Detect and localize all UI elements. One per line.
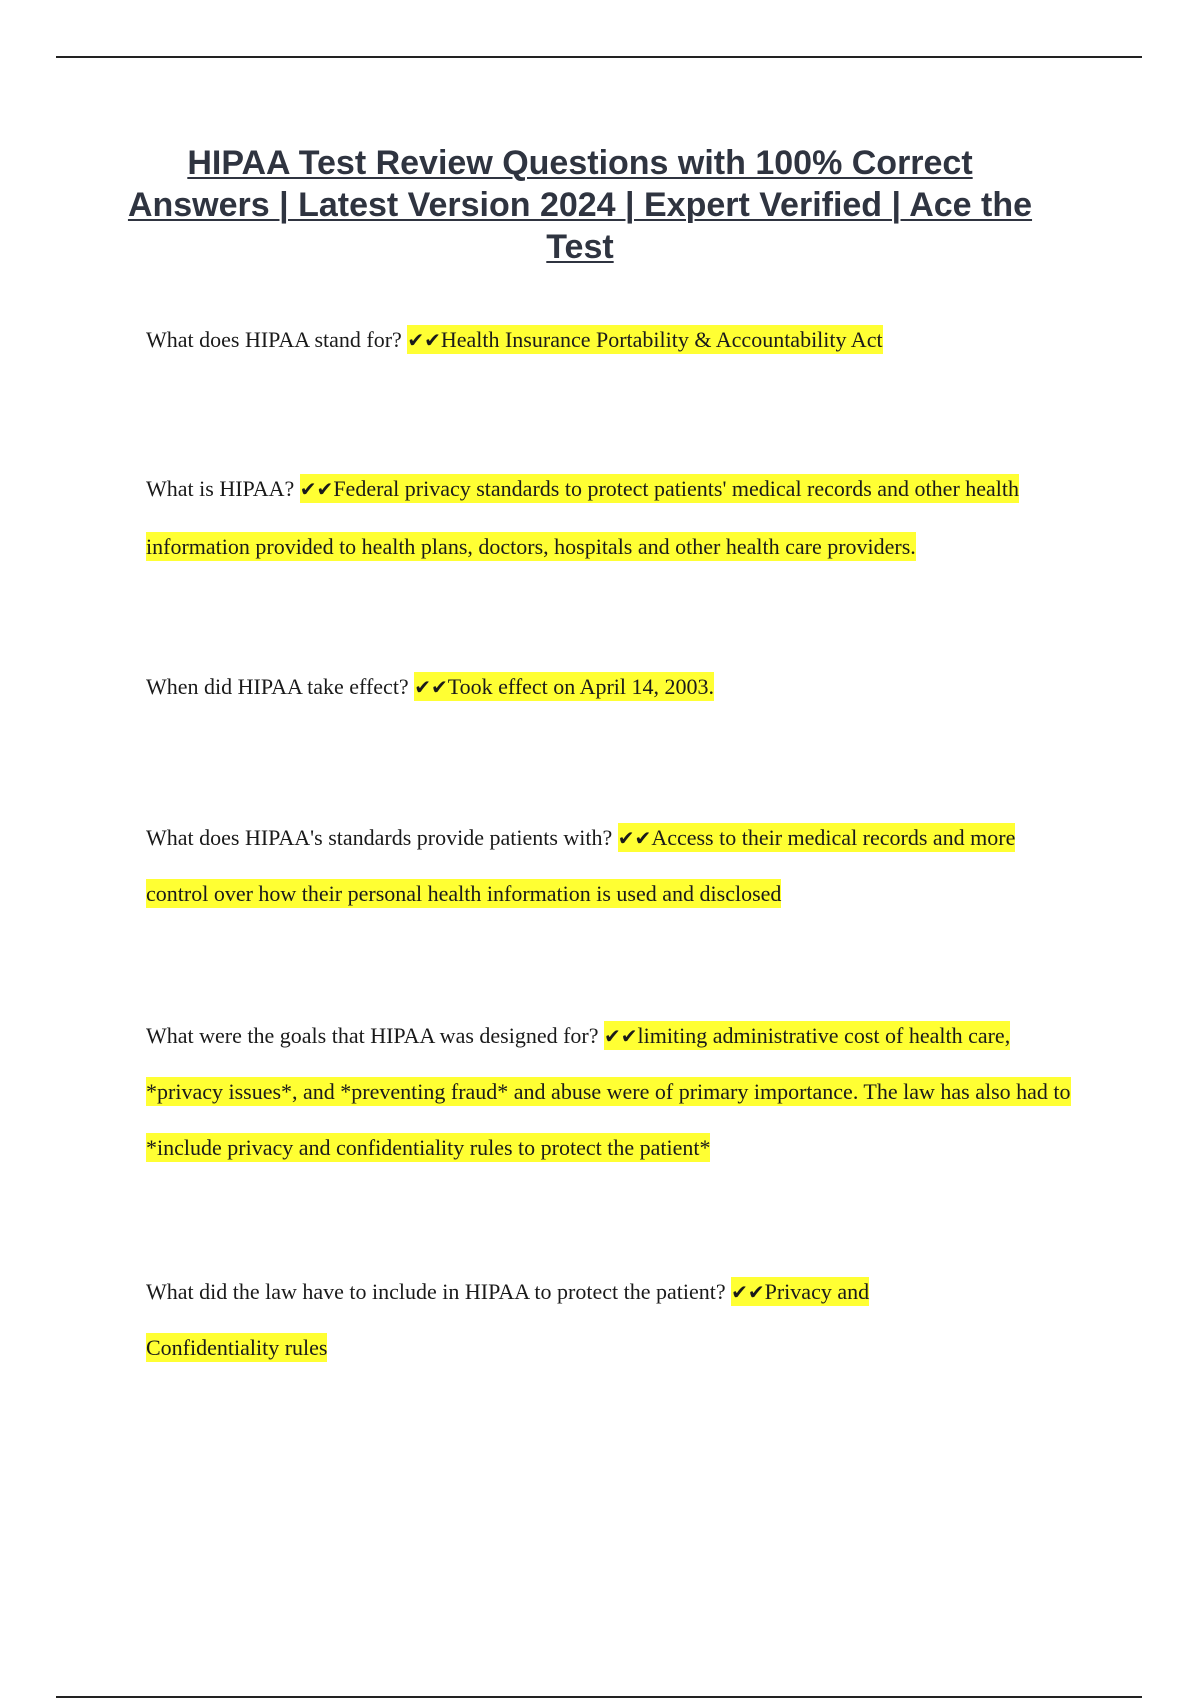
check-icon: ✔✔ — [299, 477, 334, 501]
top-rule — [56, 56, 1142, 58]
check-icon: ✔✔ — [407, 328, 441, 352]
answer-text: limiting administrative cost of health care, *privacy issues*, and *preventing fraud* and abuse were of primary importance. The law has also had to *include privacy and confidentiality rules to protect the patient* — [146, 1023, 1071, 1160]
check-icon: ✔✔ — [414, 675, 448, 699]
qa-item-4 — [146, 810, 1036, 922]
qa-item-2 — [146, 460, 1046, 576]
answer-highlight — [407, 325, 882, 354]
question-text: What did the law have to include in HIPAA to protect the patient? — [146, 1279, 726, 1304]
qa-item-3 — [146, 658, 1086, 716]
answer-text: Took effect on April 14, 2003. — [447, 674, 715, 699]
document-title: HIPAA Test Review Questions with 100% Correct Answers | Latest Version 2024 | Expert Verified | Ace the Test — [127, 144, 1033, 266]
qa-item-1 — [146, 311, 1086, 369]
qa-item-6 — [146, 1264, 926, 1376]
question-text: What does HIPAA stand for? — [146, 327, 402, 352]
qa-item-5 — [146, 1008, 1081, 1176]
question-text: What is HIPAA? — [146, 476, 295, 501]
check-icon: ✔✔ — [617, 826, 652, 850]
answer-highlight — [414, 672, 714, 701]
answer-text: Health Insurance Portability & Accountability Act — [440, 327, 883, 352]
question-text: What does HIPAA's standards provide patients with? — [146, 825, 613, 850]
check-icon: ✔✔ — [731, 1280, 765, 1304]
bottom-rule — [56, 1696, 1142, 1698]
answer-text: Privacy and Confidentiality rules — [146, 1279, 870, 1360]
question-text: What were the goals that HIPAA was designed for? — [146, 1023, 599, 1048]
answer-text: Access to their medical records and more control over how their personal health information is used and disclosed — [146, 825, 1016, 906]
check-icon: ✔✔ — [604, 1024, 638, 1048]
answer-text: Federal privacy standards to protect patients' medical records and other health information provided to health plans, doctors, hospitals and other health care providers. — [146, 476, 1020, 559]
question-text: When did HIPAA take effect? — [146, 674, 409, 699]
